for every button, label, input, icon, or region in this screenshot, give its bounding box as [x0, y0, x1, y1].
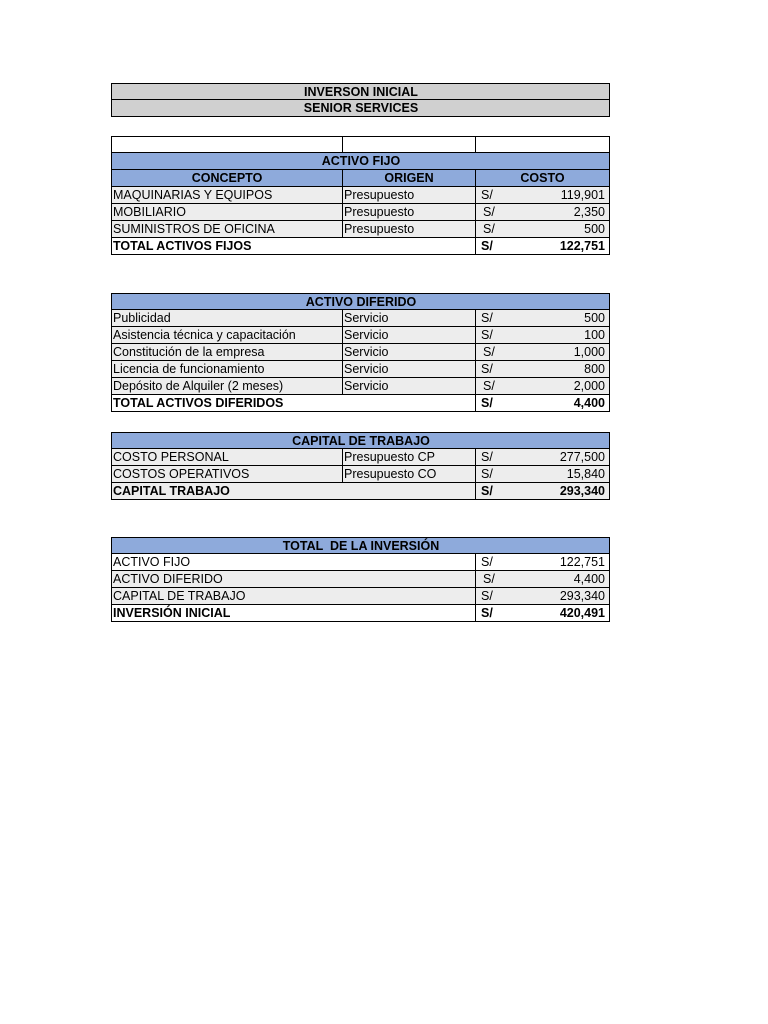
costo-cell: [476, 344, 609, 360]
total-row: [111, 395, 610, 412]
table-row: [111, 588, 610, 605]
amount-value: 15,840: [566, 467, 605, 481]
costo-cell: [476, 204, 609, 220]
concepto-cell: ACTIVO DIFERIDO: [112, 571, 476, 587]
table-row: [111, 344, 610, 361]
origen-cell: Presupuesto CO: [343, 466, 476, 482]
currency-label: S/: [481, 589, 493, 603]
amount-value: 293,340: [559, 589, 605, 603]
column-header-costo: COSTO: [520, 171, 565, 185]
table-row: [111, 310, 610, 327]
currency-label: S/: [481, 467, 493, 481]
costo-cell: [476, 187, 609, 203]
currency-label: S/: [481, 362, 493, 376]
table-row: [111, 187, 610, 204]
costo-cell: [476, 361, 609, 377]
total-cell: [476, 395, 609, 411]
section-header-row: [111, 153, 610, 170]
costo-cell: [476, 378, 609, 394]
origen-cell: Servicio: [343, 361, 476, 377]
total-value: 4,400: [573, 396, 605, 410]
costo-cell: [476, 554, 609, 570]
amount-value: 2,000: [573, 379, 605, 393]
origen-cell: Presupuesto: [343, 204, 476, 220]
concepto-cell: Asistencia técnica y capacitación: [112, 327, 343, 343]
origen-cell: Servicio: [343, 327, 476, 343]
costo-cell: [476, 310, 609, 326]
amount-value: 119,901: [560, 188, 605, 202]
currency-label: S/: [483, 572, 495, 586]
origen-cell: Servicio: [343, 378, 476, 394]
table-row: [111, 571, 610, 588]
amount-value: 800: [584, 362, 605, 376]
subtitle-row: [111, 100, 610, 117]
empty-cell: [112, 137, 343, 152]
total-label: CAPITAL TRABAJO: [112, 483, 476, 499]
column-header-concepto: CONCEPTO: [112, 170, 343, 186]
section-header-row: [111, 293, 610, 310]
concepto-cell: MAQUINARIAS Y EQUIPOS: [112, 187, 343, 203]
costo-cell: [476, 466, 609, 482]
origen-cell: Presupuesto: [343, 187, 476, 203]
title-row: [111, 83, 610, 100]
section-title: CAPITAL DE TRABAJO: [292, 434, 430, 448]
total-value: 420,491: [559, 606, 605, 620]
section-header-row: [111, 432, 610, 449]
empty-cell: [476, 137, 609, 152]
costo-cell: [476, 588, 609, 604]
amount-value: 4,400: [573, 572, 605, 586]
concepto-cell: CAPITAL DE TRABAJO: [112, 588, 476, 604]
column-header-origen: ORIGEN: [343, 170, 476, 186]
table-row: [111, 361, 610, 378]
costo-cell: [476, 327, 609, 343]
total-label: INVERSIÓN INICIAL: [112, 605, 476, 621]
activo-fijo-table: [111, 136, 610, 255]
table-row: [111, 327, 610, 344]
amount-value: 100: [584, 328, 605, 342]
currency-label: S/: [481, 606, 493, 620]
origen-cell: Presupuesto CP: [343, 449, 476, 465]
amount-value: 122,751: [559, 555, 605, 569]
total-cell: [476, 605, 609, 621]
currency-label: S/: [483, 379, 495, 393]
currency-label: S/: [481, 555, 493, 569]
concepto-cell: COSTO PERSONAL: [112, 449, 343, 465]
activo-diferido-table: [111, 293, 610, 412]
currency-label: S/: [483, 205, 495, 219]
empty-row: [111, 136, 610, 153]
concepto-cell: Depósito de Alquiler (2 meses): [112, 378, 343, 394]
concepto-cell: SUMINISTROS DE OFICINA: [112, 221, 343, 237]
table-row: [111, 449, 610, 466]
concepto-cell: Publicidad: [112, 310, 343, 326]
table-row: [111, 466, 610, 483]
concepto-cell: COSTOS OPERATIVOS: [112, 466, 343, 482]
total-row: [111, 605, 610, 622]
currency-label: S/: [483, 345, 495, 359]
amount-value: 500: [584, 311, 605, 325]
table-row: [111, 554, 610, 571]
costo-cell: [476, 449, 609, 465]
total-value: 293,340: [559, 484, 605, 498]
document-subtitle: SENIOR SERVICES: [303, 101, 419, 115]
costo-cell: [476, 571, 609, 587]
total-row: [111, 483, 610, 500]
concepto-cell: Constitución de la empresa: [112, 344, 343, 360]
table-row: [111, 204, 610, 221]
total-label: TOTAL ACTIVOS DIFERIDOS: [112, 395, 476, 411]
costo-cell: [476, 221, 609, 237]
amount-value: 500: [584, 222, 605, 236]
currency-label: S/: [481, 484, 493, 498]
capital-trabajo-table: [111, 432, 610, 500]
total-inversion-table: [111, 537, 610, 622]
currency-label: S/: [481, 450, 493, 464]
currency-label: S/: [481, 328, 493, 342]
amount-value: 277,500: [559, 450, 605, 464]
empty-cell: [343, 137, 476, 152]
currency-label: S/: [481, 311, 493, 325]
origen-cell: Servicio: [343, 344, 476, 360]
origen-cell: Servicio: [343, 310, 476, 326]
concepto-cell: ACTIVO FIJO: [112, 554, 476, 570]
total-value: 122,751: [559, 239, 605, 253]
total-cell: [476, 238, 609, 254]
document-title: INVERSON INICIAL: [304, 85, 418, 99]
currency-label: S/: [481, 396, 493, 410]
section-title: TOTAL DE LA INVERSIÓN: [282, 539, 440, 553]
concepto-cell: MOBILIARIO: [112, 204, 343, 220]
table-row: [111, 221, 610, 238]
total-row: [111, 238, 610, 255]
table-row: [111, 378, 610, 395]
section-title: ACTIVO FIJO: [321, 154, 401, 168]
currency-label: S/: [481, 188, 493, 202]
amount-value: 2,350: [573, 205, 605, 219]
total-cell: [476, 483, 609, 499]
total-label: TOTAL ACTIVOS FIJOS: [112, 238, 476, 254]
concepto-cell: Licencia de funcionamiento: [112, 361, 343, 377]
section-header-row: [111, 537, 610, 554]
currency-label: S/: [481, 239, 493, 253]
amount-value: 1,000: [573, 345, 605, 359]
currency-label: S/: [483, 222, 495, 236]
section-title: ACTIVO DIFERIDO: [305, 295, 417, 309]
origen-cell: Presupuesto: [343, 221, 476, 237]
title-block: [111, 83, 610, 117]
column-header-row: [111, 170, 610, 187]
